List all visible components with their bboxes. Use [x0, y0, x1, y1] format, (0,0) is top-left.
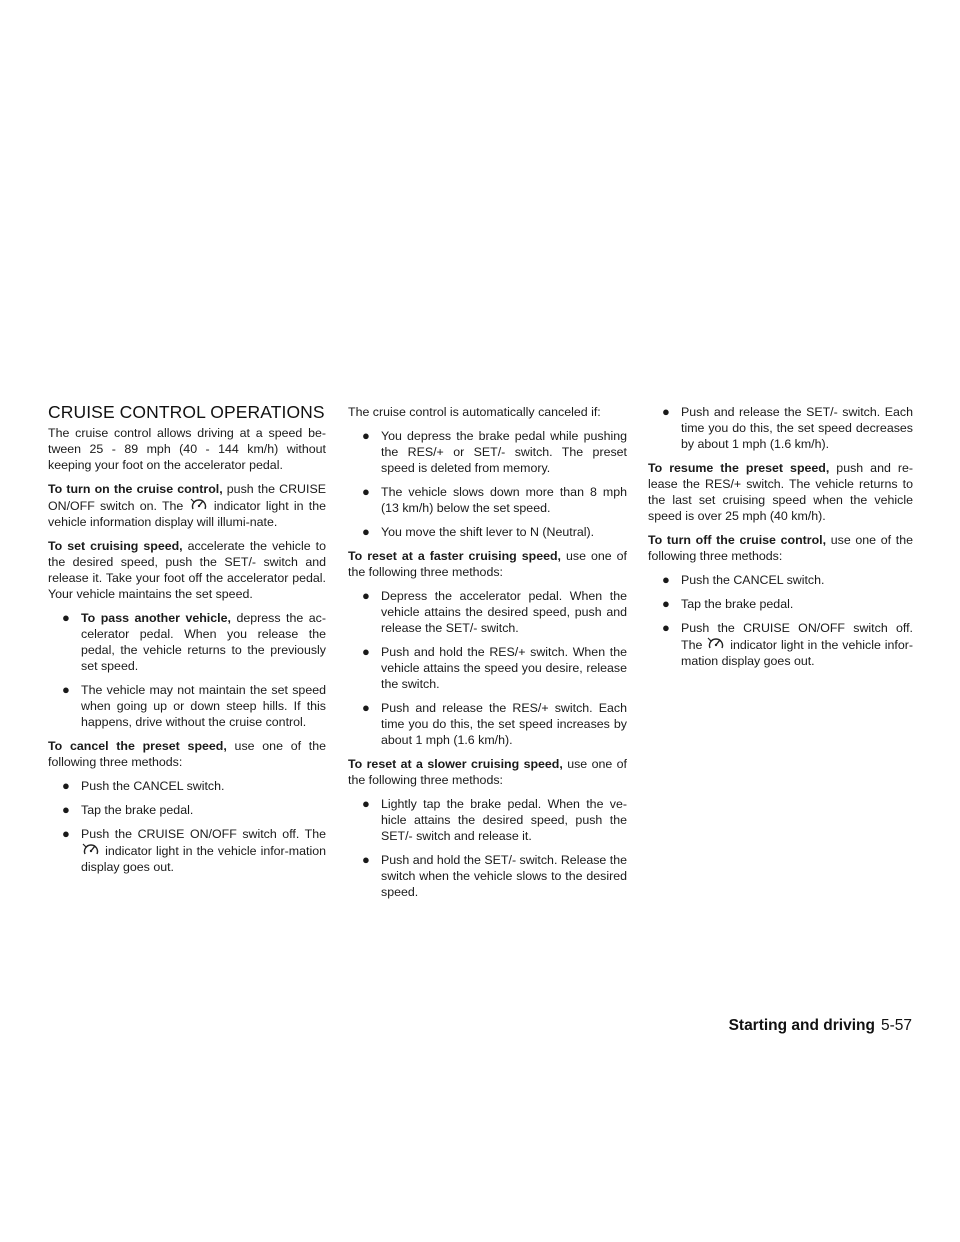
bullet-text-b: indicator light in the vehicle infor-mation display goes out. [681, 638, 914, 668]
cancel-lead: To cancel the preset speed, [48, 739, 227, 753]
footer-page-number: 5-57 [880, 1017, 912, 1034]
bullet-icon: ● [62, 802, 70, 817]
cruise-indicator-icon [707, 636, 725, 650]
list-item [48, 682, 326, 730]
bullet-text: Tap the brake pedal. [81, 803, 194, 817]
faster-lead: To reset at a faster cruising speed, [348, 549, 561, 563]
faster-text: use one of the following three methods: [348, 549, 627, 579]
bullet-text: Push and release the SET/- switch. Each time you do this, the set speed decreases by about 1 mph (1.6 km/h). [681, 405, 913, 451]
list-item [48, 778, 326, 794]
bullet-icon: ● [662, 404, 670, 419]
turn-off-paragraph [648, 532, 913, 564]
list-item [348, 428, 627, 476]
bullet-lead: To pass another vehicle, [81, 611, 231, 625]
bullet-text: The vehicle may not maintain the set speed when going up or down steep hills. If this happens, drive without the cruise control. [81, 683, 326, 729]
turn-on-text-a: push the CRUISE ON/OFF switch on. The [48, 482, 326, 513]
list-item [648, 404, 913, 452]
list-item [348, 852, 627, 900]
bullet-text: Push and release the RES/+ switch. Each time you do this, the set speed increases by about 1 mph (1.6 km/h). [381, 701, 627, 747]
bullet-icon: ● [662, 620, 670, 635]
bullet-icon: ● [362, 524, 370, 539]
resume-text: push and re-lease the RES/+ switch. The vehicle returns to the last set cruising speed when the vehicle speed is over 25 mph (40 km/h). [648, 461, 913, 523]
bullet-text: Tap the brake pedal. [681, 597, 794, 611]
bullet-text-a: Push the CRUISE ON/OFF switch off. The [681, 621, 913, 652]
turn-off-lead: To turn off the cruise control, [648, 533, 827, 547]
column-1 [48, 425, 326, 883]
column-2 [348, 404, 627, 908]
bullet-icon: ● [62, 778, 70, 793]
bullet-icon: ● [662, 572, 670, 587]
list-item [648, 572, 913, 588]
bullet-text: Push the CANCEL switch. [81, 779, 225, 793]
list-item [348, 588, 627, 636]
bullet-icon: ● [362, 588, 370, 603]
bullet-icon: ● [362, 852, 370, 867]
bullet-icon: ● [62, 826, 70, 841]
cancel-paragraph [48, 738, 326, 770]
faster-bullets [348, 588, 627, 748]
slower-bullets [348, 796, 627, 900]
bullet-text: Lightly tap the brake pedal. When the ve-hicle attains the desired speed, push the SET/- switch and release it. [381, 797, 627, 843]
slower-text: use one of the following three methods: [348, 757, 627, 787]
cancel-text: use one of the following three methods: [48, 739, 327, 769]
set-speed-paragraph [48, 538, 326, 602]
cruise-indicator-icon [190, 497, 208, 511]
list-item [48, 802, 326, 818]
bullet-icon: ● [362, 644, 370, 659]
page-footer [729, 1017, 912, 1035]
list-item [348, 484, 627, 516]
turn-on-text-b: indicator light in the vehicle information display will illumi-nate. [48, 499, 326, 529]
faster-paragraph [348, 548, 627, 580]
list-item [348, 796, 627, 844]
page-title: CRUISE CONTROL OPERATIONS [48, 402, 325, 422]
slower-lead: To reset at a slower cruising speed, [348, 757, 563, 771]
bullet-text: Push and hold the SET/- switch. Release the switch when the vehicle slows to the desired speed. [381, 853, 627, 899]
list-item [648, 596, 913, 612]
bullet-icon: ● [62, 682, 70, 697]
turn-on-lead: To turn on the cruise control, [48, 482, 223, 496]
resume-lead: To resume the preset speed, [648, 461, 830, 475]
cancel-bullets [48, 778, 326, 875]
slower-bullets-continued [648, 404, 913, 452]
column-3 [648, 404, 913, 677]
list-item [48, 610, 326, 674]
resume-paragraph [648, 460, 913, 524]
turn-off-bullets [648, 572, 913, 669]
bullet-icon: ● [662, 596, 670, 611]
bullet-icon: ● [362, 428, 370, 443]
intro-paragraph: The cruise control allows driving at a speed be-tween 25 - 89 mph (40 - 144 km/h) without keeping your foot on the accelerator pedal. [48, 426, 326, 472]
turn-on-paragraph [48, 481, 326, 530]
set-speed-text: accelerate the vehicle to the desired speed, push the SET/- switch and release it. Take your foot off the accelerator pedal. Your vehicle maintains the set speed. [48, 539, 326, 601]
bullet-text: Push the CANCEL switch. [681, 573, 825, 587]
bullet-icon: ● [362, 700, 370, 715]
set-speed-bullets [48, 610, 326, 730]
bullet-icon: ● [362, 796, 370, 811]
bullet-icon: ● [62, 610, 70, 625]
bullet-text: You move the shift lever to N (Neutral). [381, 525, 595, 539]
list-item [348, 644, 627, 692]
auto-cancel-paragraph: The cruise control is automatically canceled if: [348, 405, 601, 419]
cruise-indicator-icon [82, 842, 100, 856]
list-item [48, 826, 326, 875]
set-speed-lead: To set cruising speed, [48, 539, 183, 553]
bullet-text: Depress the accelerator pedal. When the vehicle attains the desired speed, push and release the SET/- switch. [381, 589, 627, 635]
list-item [348, 700, 627, 748]
bullet-text: You depress the brake pedal while pushing the RES/+ or SET/- switch. The preset speed is deleted from memory. [381, 429, 627, 475]
list-item [648, 620, 913, 669]
bullet-text-a: Push the CRUISE ON/OFF switch off. The [81, 827, 326, 841]
footer-section-title: Starting and driving [728, 1017, 875, 1034]
bullet-text-b: indicator light in the vehicle infor-mation display goes out. [81, 844, 326, 874]
bullet-text: depress the ac-celerator pedal. When you release the pedal, the vehicle returns to the previously set speed. [81, 611, 326, 673]
slower-paragraph [348, 756, 627, 788]
turn-off-text: use one of the following three methods: [648, 533, 913, 563]
list-item [348, 524, 627, 540]
bullet-icon: ● [362, 484, 370, 499]
bullet-text: Push and hold the RES/+ switch. When the vehicle attains the speed you desire, release the switch. [381, 645, 627, 691]
auto-cancel-bullets [348, 428, 627, 540]
bullet-text: The vehicle slows down more than 8 mph (13 km/h) below the set speed. [381, 485, 627, 515]
